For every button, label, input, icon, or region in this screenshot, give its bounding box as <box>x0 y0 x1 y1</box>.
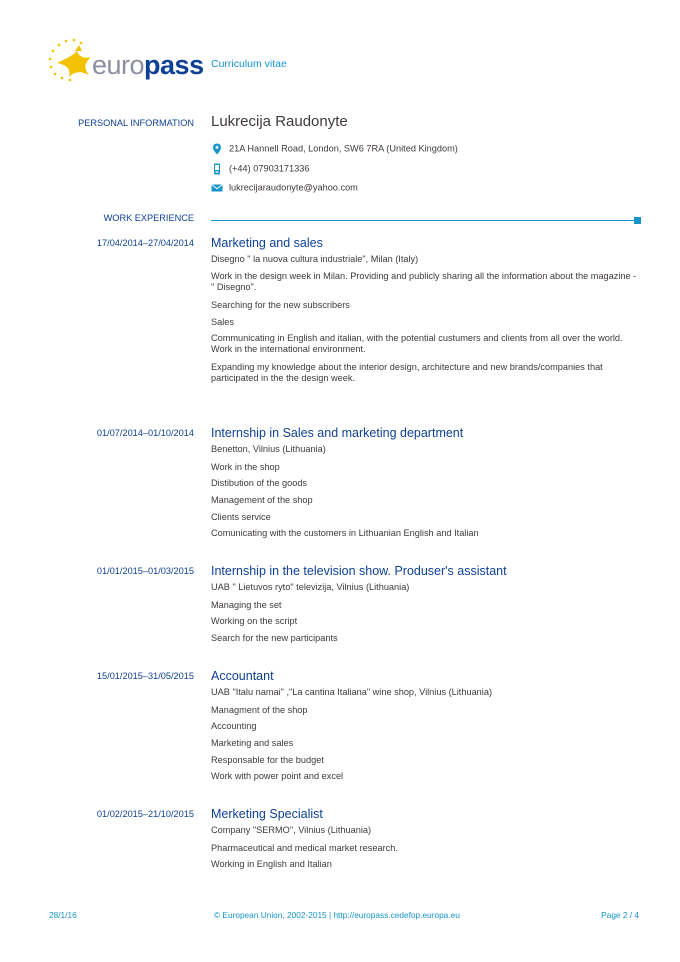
job-employer: Company "SERMO", Vilnius (Lithuania) <box>211 825 372 835</box>
email-row <box>211 182 358 194</box>
job-title: Marketing and sales <box>211 236 323 250</box>
personal-information-label: PERSONAL INFORMATION <box>78 118 194 128</box>
address-text: 21A Hannell Road, London, SW6 7RA (United Kingdom) <box>229 143 458 154</box>
job-employer: Disegno " la nuova cultura industriale", Milan (Italy) <box>211 254 419 264</box>
section-marker <box>634 217 641 224</box>
job-duty: Communicating in English and italian, with the potential custumers and clients from all over the world. Work in the international environment. <box>211 333 623 355</box>
footer-copyright-link[interactable]: © European Union, 2002-2015 | http://europass.cedefop.europa.eu <box>214 910 460 920</box>
job-duty: Work in the shop <box>211 462 280 472</box>
job-dates: 17/04/2014–27/04/2014 <box>96 238 194 248</box>
mobile-phone-icon <box>211 163 223 175</box>
location-pin-icon <box>211 143 223 155</box>
europass-wordmark: europass <box>92 50 204 80</box>
job-dates: 01/02/2015–21/10/2015 <box>96 809 194 819</box>
phone-row <box>211 163 309 175</box>
job-title: Merketing Specialist <box>211 807 323 821</box>
work-experience-label: WORK EXPERIENCE <box>103 213 194 223</box>
job-duty: Searching for the new subscribers <box>211 300 350 310</box>
job-duty: Work with power point and excel <box>211 771 344 781</box>
job-duty: Working in English and Italian <box>211 859 332 869</box>
footer-page-number: Page 2 / 4 <box>601 910 639 920</box>
job-duty: Work in the design week in Milan. Providing and publicly sharing all the information about the magazine - " Disegno". <box>211 271 637 293</box>
job-dates: 01/07/2014–01/10/2014 <box>96 428 194 438</box>
job-duty: Sales <box>211 317 234 327</box>
job-duty: Working on the script <box>211 616 298 626</box>
job-duty: Responsable for the budget <box>211 755 324 765</box>
job-duty: Managing the set <box>211 600 282 610</box>
job-duty: Pharmaceutical and medical market research. <box>211 843 398 853</box>
job-duty: Management of the shop <box>211 495 313 505</box>
job-title: Internship in Sales and marketing department <box>211 426 464 440</box>
phone-text: (+44) 07903171336 <box>229 163 310 174</box>
job-employer: Benetton, Vilnius (Lithuania) <box>211 444 326 454</box>
job-title: Internship in the television show. Produser's assistant <box>211 564 507 578</box>
document-title: Curriculum vitae <box>211 58 287 70</box>
job-duty: Clients service <box>211 512 271 522</box>
email-envelope-icon <box>211 182 223 194</box>
email-link[interactable]: lukrecijaraudonyte@yahoo.com <box>229 182 358 193</box>
job-employer: UAB " Lietuvos ryto" televizija, Vilnius (Lithuania) <box>211 582 410 592</box>
job-dates: 01/01/2015–01/03/2015 <box>96 566 194 576</box>
person-name: Lukrecija Raudonyte <box>211 113 348 130</box>
job-employer: UAB "Italu namai" ,"La cantina Italiana" wine shop, Vilnius (Lithuania) <box>211 687 493 697</box>
job-duty: Accounting <box>211 721 257 731</box>
job-dates: 15/01/2015–31/05/2015 <box>96 671 194 681</box>
job-duty: Expanding my knowledge about the interior design, architecture and new brands/companies that participated in the the design week. <box>211 362 603 384</box>
job-duty: Managment of the shop <box>211 705 308 715</box>
section-divider <box>211 220 638 221</box>
job-duty: Comunicating with the customers in Lithuanian English and Italian <box>211 528 479 538</box>
footer-date: 28/1/16 <box>49 910 77 920</box>
job-title: Accountant <box>211 669 274 683</box>
job-duty: Marketing and sales <box>211 738 294 748</box>
job-duty: Search for the new participants <box>211 633 338 643</box>
job-duty: Distibution of the goods <box>211 478 308 488</box>
address-row <box>211 143 458 155</box>
